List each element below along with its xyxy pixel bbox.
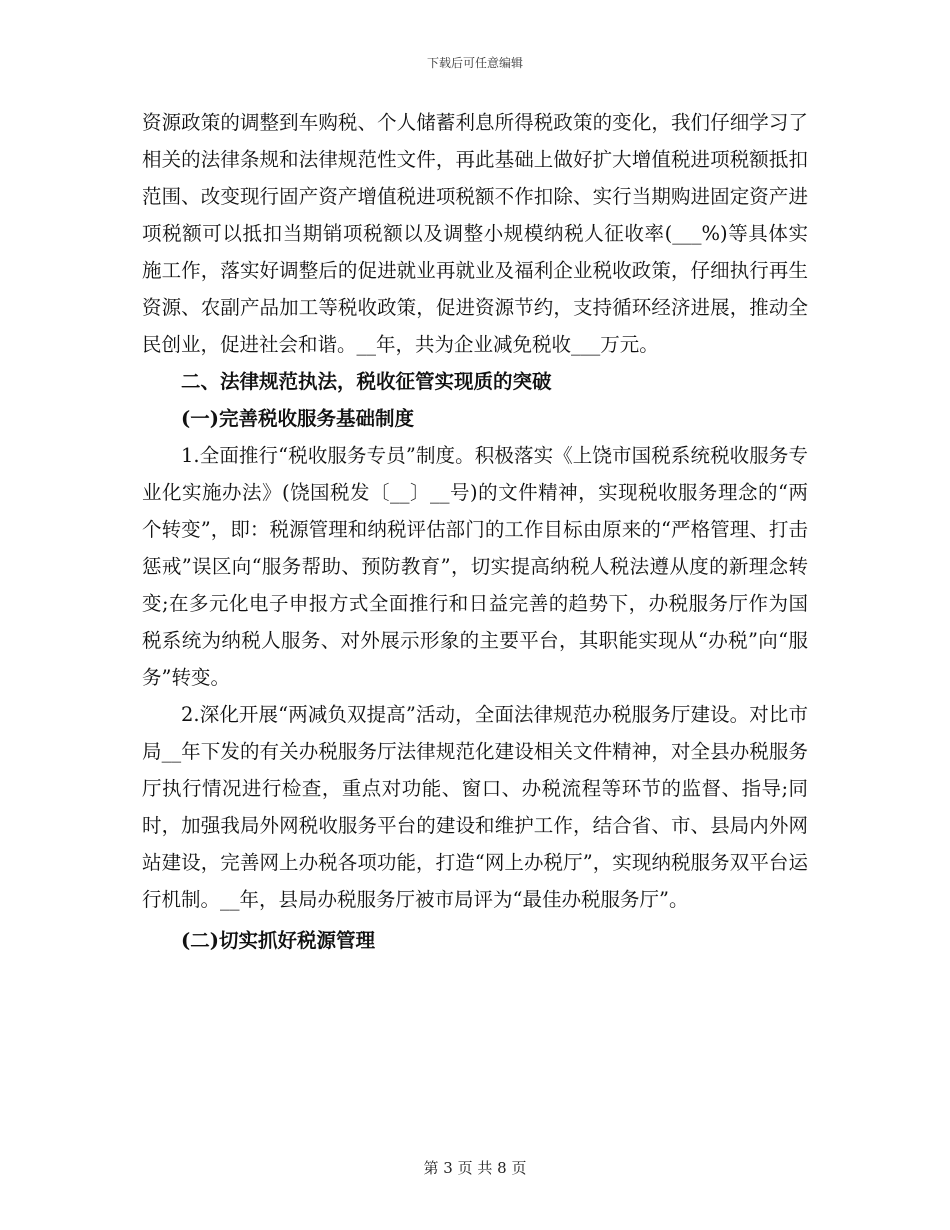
subsection-heading-1: (一)完善税收服务基础制度 [181,407,414,430]
page-number: 第 3 页 共 8 页 [423,1159,527,1177]
paragraph-item-2: 2.深化开展“两减负双提高”活动，全面法律规范办税服务厅建设。对比市局__年下发的有关办税服务厅法律规范化建设相关文件精神，对全县办税服务厅执行情况进行检查，重点对功能、窗口、办税流程等环节的监督、指导;同时，加强我局外网税收服务平台的建设和维护工作，结合省、市、县局内外网站建设，完善网上办税各项功能，打造“网上办税厅”，实现纳税服务双平台运行机制。__年，县局办税服务厅被市局评为“最佳办税服务厅”。 [142,703,808,911]
subsection-heading-2: (二)切实抓好税源管理 [181,929,375,952]
section-heading-2: 二、法律规范执法，税收征管实现质的突破 [181,370,552,393]
document-body [142,104,808,959]
page-header: 下载后可任意编辑 [426,56,523,70]
paragraph-item-1: 1.全面推行“税收服务专员”制度。积极落实《上饶市国税系统税收服务专业化实施办法》(饶国税发〔__〕__号)的文件精神，实现税收服务理念的“两个转变”，即：税源管理和纳税评估部门的工作目标由原来的“严格管理、打击惩戒”误区向“服务帮助、预防教育”，切实提高纳税人税法遵从度的新理念转变;在多元化电子申报方式全面推行和日益完善的趋势下，办税服务厅作为国税系统为纳税人服务、对外展示形象的主要平台，其职能实现从“办税”向“服务”转变。 [142,444,808,689]
paragraph-continued: 资源政策的调整到车购税、个人储蓄利息所得税政策的变化，我们仔细学习了相关的法律条规和法律规范性文件，再此基础上做好扩大增值税进项税额抵扣范围、改变现行固产资产增值税进项税额不作扣除、实行当期购进固定资产进项税额可以抵扣当期销项税额以及调整小规模纳税人征收率(___%)等具体实施工作，落实好调整后的促进就业再就业及福利企业税收政策，仔细执行再生资源、农副产品加工等税收政策，促进资源节约，支持循环经济进展，推动全民创业，促进社会和谐。__年，共为企业减免税收___万元。 [142,111,808,356]
